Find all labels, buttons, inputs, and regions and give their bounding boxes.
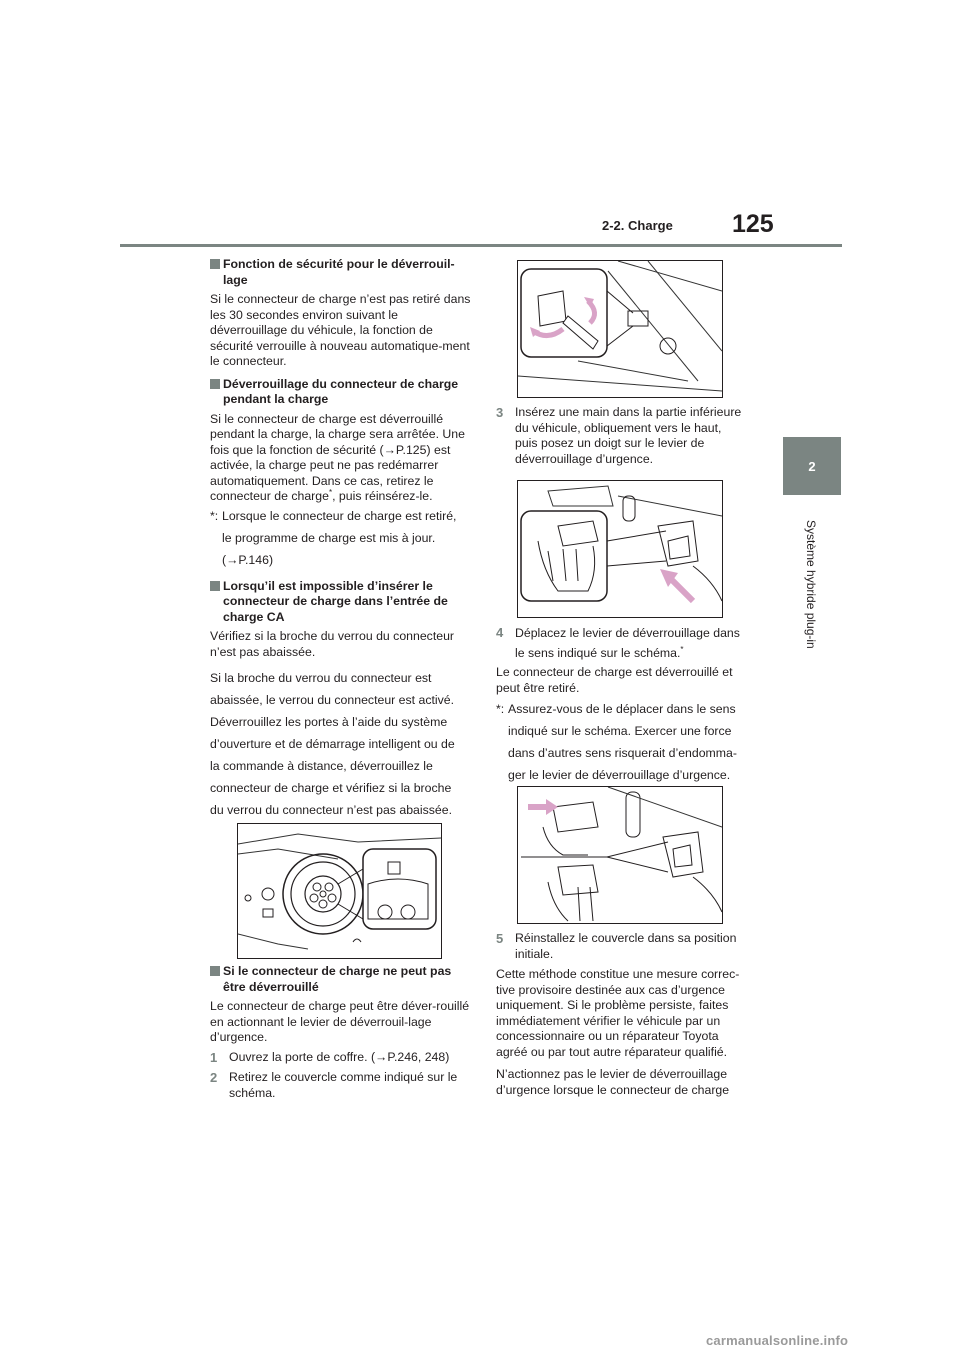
figure-charge-inlet: [237, 823, 442, 959]
insert-hand-illustration: [518, 481, 722, 617]
paragraph: Vérifiez si la broche du verrou du connecteur n’est pas abaissée.: [210, 629, 455, 659]
bullet-square-icon: [210, 581, 220, 591]
charge-inlet-illustration: [238, 824, 441, 958]
paragraph-line: Déverrouillez les portes à l’aide du système: [210, 715, 448, 729]
paragraph-line: connecteur de charge et vérifiez si la broche: [210, 781, 452, 795]
footnote-line: le programme de charge est mis à jour.: [222, 530, 436, 545]
step-item: 3 Insérez une main dans la partie inférieure du véhicule, obliquement vers le haut, puis posez un doigt sur le levier de déverrouillage d’urgence.: [496, 405, 742, 466]
left-column: [210, 257, 472, 821]
section-heading: Lorsqu’il est impossible d’insérer le connecteur de charge dans l’entrée de charge CA: [210, 579, 472, 626]
paragraph-line: abaissée, le verrou du connecteur est activé.: [210, 693, 455, 707]
paragraph: Si le connecteur de charge est déverrouillé pendant la charge, la charge sera arrêtée. Une fois que la fonction de sécurité (→P.125) est activée, la charge peut ne pas redémarrer automatiquement. Dans ce cas, retirez le connecteur de charge*, puis réinsérez-le.: [210, 411, 465, 503]
footnote-line: (→P.146): [222, 552, 274, 567]
chapter-label: Système hybride plug-in: [804, 520, 818, 649]
watermark: carmanualsonline.info: [706, 1333, 849, 1348]
bullet-square-icon: [210, 379, 220, 389]
footnote: *: Lorsque le connecteur de charge est retiré,: [210, 508, 457, 523]
chapter-side-label: [804, 520, 820, 720]
footnote: *: Assurez-vous de le déplacer dans le sens: [496, 702, 736, 716]
right-column-step3: [496, 405, 746, 472]
left-column-lower: [210, 964, 472, 1106]
right-column-step4: [496, 623, 750, 786]
paragraph: Si le connecteur de charge n’est pas retiré dans les 30 secondes environ suivant le déverrouillage du véhicule, la fonction de sécurité verrouille à nouveau automatique-ment le connecteur.: [210, 292, 471, 368]
page-number: 125: [732, 210, 774, 238]
bullet-square-icon: [210, 966, 220, 976]
bullet-square-icon: [210, 259, 220, 269]
footnote-line: dans d’autres sens risquerait d’endomma-: [508, 746, 737, 760]
paragraph-line: du verrou du connecteur n’est pas abaissée.: [210, 803, 452, 817]
header-rule: [120, 244, 842, 247]
chapter-number: 2: [808, 458, 816, 474]
section-title: 2-2. Charge: [602, 218, 673, 233]
section-heading: Si le connecteur de charge ne peut pas être déverrouillé: [210, 964, 472, 995]
footnote-line: ger le levier de déverrouillage d’urgence.: [508, 768, 731, 782]
chapter-tab: [783, 437, 841, 495]
figure-remove-cover: [517, 260, 723, 398]
figure-insert-hand: [517, 480, 723, 618]
paragraph: Le connecteur de charge est déverrouillé et peut être retiré.: [496, 665, 733, 695]
step-item: 4 Déplacez le levier de déverrouillage dans le sens indiqué sur le schéma.*: [496, 625, 740, 660]
paragraph-line: Si la broche du verrou du connecteur est: [210, 671, 432, 685]
step-item: 1 Ouvrez la porte de coffre. (→P.246, 248): [210, 1049, 450, 1065]
paragraph: Le connecteur de charge peut être déver-rouillé en actionnant le levier de déverrouil-lage d’urgence.: [210, 999, 470, 1044]
footnote-line: indiqué sur le schéma. Exercer une force: [508, 724, 732, 738]
paragraph-line: d’ouverture et de démarrage intelligent ou de: [210, 737, 455, 751]
remove-cover-illustration: [518, 261, 722, 397]
section-heading: Fonction de sécurité pour le déverrouil-lage: [210, 257, 472, 288]
move-lever-illustration: [518, 787, 722, 923]
paragraph: N’actionnez pas le levier de déverrouillage d’urgence lorsque le connecteur de charge: [496, 1067, 730, 1097]
figure-move-lever: [517, 786, 723, 924]
right-column-step5: [496, 931, 750, 1105]
step-item: 5 Réinstallez le couvercle dans sa position initiale.: [496, 931, 737, 961]
step-item: 2 Retirez le couvercle comme indiqué sur le schéma.: [210, 1070, 458, 1100]
paragraph-line: la commande à distance, déverrouillez le: [210, 759, 433, 773]
section-heading: Déverrouillage du connecteur de charge pendant la charge: [210, 377, 472, 408]
paragraph: Cette méthode constitue une mesure correc-tive provisoire destinée aux cas d’urgence uniquement. Si le problème persiste, faites immédiatement vérifier le véhicule par un concessionnaire ou un réparateur Toyota agréé ou par tout autre réparateur qualifié.: [496, 967, 740, 1059]
